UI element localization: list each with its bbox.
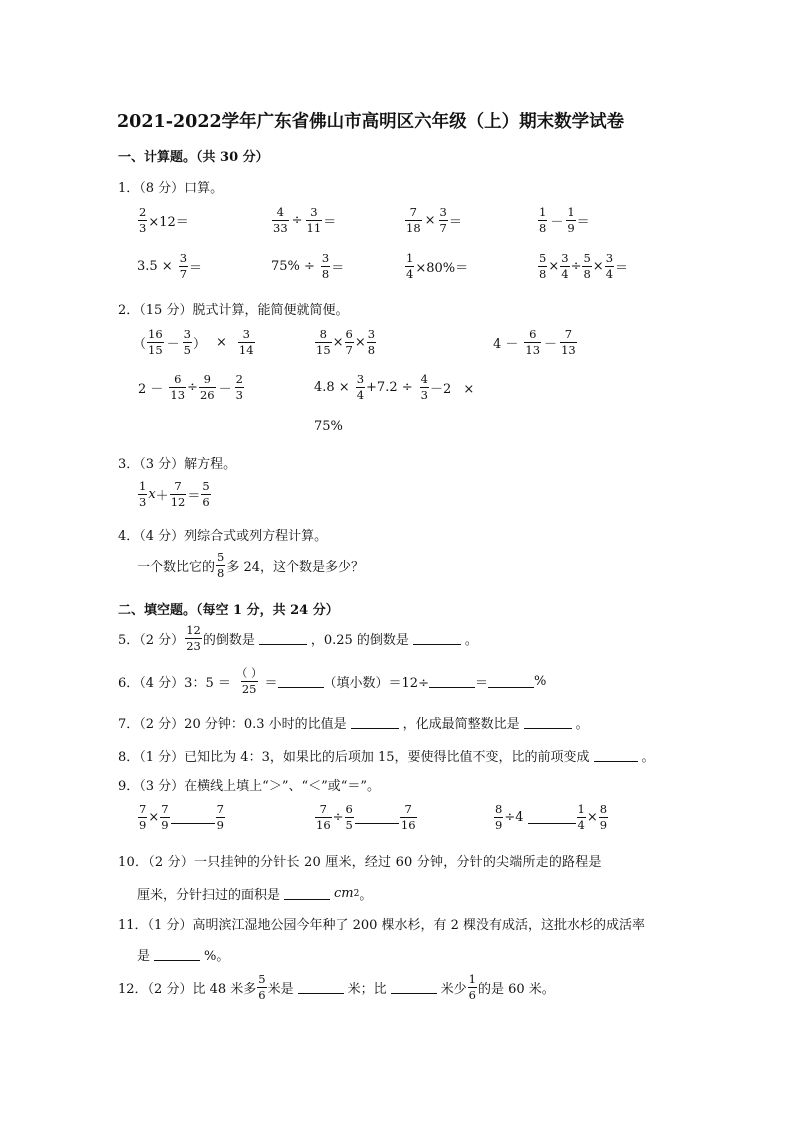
question-12: 12．（2 分）比 48 米多 5 6 米是 米；比 米少 1 6 的是 60 米。 [118, 972, 555, 1002]
q9-compare-2: $\frac{7}{16}$ ÷ $\frac{6}{5}$ 7 16 [316, 802, 416, 832]
q2-expr-3: 4 － 6 13 － 7 13 [493, 327, 576, 357]
q3-equation: 1 3 x ＋ 7 12 ＝ 5 6 [139, 479, 210, 509]
q2-expr-4: 2 － $\frac{6}{13}$ ÷ $\frac{9}{26}$ － 2 3 [138, 372, 243, 402]
q1-expr-r1c1: $\frac{2}{3}$ ×12＝ [139, 205, 189, 235]
answer-blank[interactable] [429, 676, 475, 688]
fraction: $\frac{2}{3}$ [139, 205, 147, 235]
q9-compare-3: $\frac{8}{9}$ ÷4 $\frac{1}{4}$ × $\frac{8}{9}$ [495, 802, 608, 832]
question-6: 6．（4 分）3：5 ＝ （ ） 25 ＝ （填小数）＝12÷ ＝ % [118, 666, 547, 696]
q4-text: 一个数比它的 5 8 多 24，这个数是多少？ [137, 550, 365, 580]
q2-expr-2: $\frac{8}{15}$ × $\frac{6}{7}$ × $\frac{3}{8}$ [316, 327, 376, 357]
answer-blank[interactable] [154, 949, 200, 961]
answer-blank[interactable] [259, 633, 307, 645]
q2-expr-1: （ 16 15 － 3 5 ） × $\frac{3}{14}$ [133, 327, 254, 357]
q1-expr-r2c4: $\frac{5}{8}$ × $\frac{3}{4}$ ÷ $\frac{5}{8}$ × $\frac{3}{4}$ ＝ [539, 251, 629, 281]
question-5: 5．（2 分） 12 23 的倒数是 ，0.25 的倒数是 。 [118, 623, 478, 653]
answer-blank[interactable] [413, 633, 461, 645]
answer-blank[interactable] [391, 982, 437, 994]
question-4-label: 4．（4 分）列综合式或列方程计算。 [118, 529, 328, 544]
answer-blank[interactable] [524, 717, 572, 729]
answer-blank[interactable] [351, 717, 399, 729]
question-10-line-2: 厘米，分针扫过的面积是 cm 2 。 [137, 886, 373, 903]
q1-expr-r1c3: $\frac{7}{18}$ × $\frac{3}{7}$ ＝ [406, 205, 462, 235]
page-title: 2021-2022学年广东省佛山市高明区六年级（上）期末数学试卷 [117, 112, 625, 132]
answer-blank[interactable] [355, 812, 399, 824]
question-10-line-1: 10．（2 分）一只挂钟的分针长 20 厘米，经过 60 分钟，分针的尖端所走的路程是 [118, 855, 602, 870]
answer-blank[interactable] [488, 676, 534, 688]
q1-expr-r2c3: $\frac{1}{4}$ ×80%＝ [406, 251, 469, 281]
q2-expr-5: 4.8 × $\frac{3}{4}$ +7.2 ÷ $\frac{4}{3}$ －2 × [314, 372, 475, 402]
question-11-line-1: 11．（1 分）高明滨江湿地公园今年种了 200 棵水杉，有 2 棵没有成活，这批水杉的成活率 [118, 918, 646, 933]
answer-blank[interactable] [594, 750, 638, 762]
answer-blank[interactable] [284, 888, 330, 900]
question-7: 7．（2 分）20 分钟：0.3 小时的比值是 ，化成最简整数比是 。 [118, 717, 589, 732]
q1-expr-r1c4: 1 8 － 1 9 ＝ [539, 205, 590, 235]
question-3-label: 3．（3 分）解方程。 [118, 457, 237, 472]
question-2-label: 2．（15 分）脱式计算，能简便就简便。 [118, 303, 349, 318]
section-heading-fill: 二、填空题。（每空 1 分，共 24 分） [118, 603, 339, 618]
q1-expr-r1c2: $\frac{4}{33}$ ÷ $\frac{3}{11}$ ＝ [273, 205, 337, 235]
section-heading-calc: 一、计算题。（共 30 分） [118, 150, 269, 165]
question-11-line-2: 是 %。 [137, 949, 230, 964]
answer-blank[interactable] [528, 812, 576, 824]
question-8: 8．（1 分）已知比为 4：3，如果比的后项加 15，要使得比值不变，比的前项变成 。 [118, 750, 655, 765]
q1-expr-r2c2: 75% ÷ $\frac{3}{8}$ ＝ [271, 251, 345, 281]
q9-compare-1: $\frac{7}{9}$ × $\frac{7}{9}$ 7 9 [139, 802, 224, 832]
answer-blank[interactable] [171, 812, 215, 824]
answer-blank[interactable] [278, 676, 324, 688]
q1-expr-r2c1: 3.5 × $\frac{3}{7}$ ＝ [137, 251, 203, 281]
question-9-label: 9．（3 分）在横线上填上“＞”、“＜”或“＝”。 [118, 779, 381, 794]
answer-blank[interactable] [298, 982, 344, 994]
question-1-label: 1．（8 分）口算。 [118, 181, 224, 196]
q2-expr-5-continued: 75% [314, 419, 343, 434]
